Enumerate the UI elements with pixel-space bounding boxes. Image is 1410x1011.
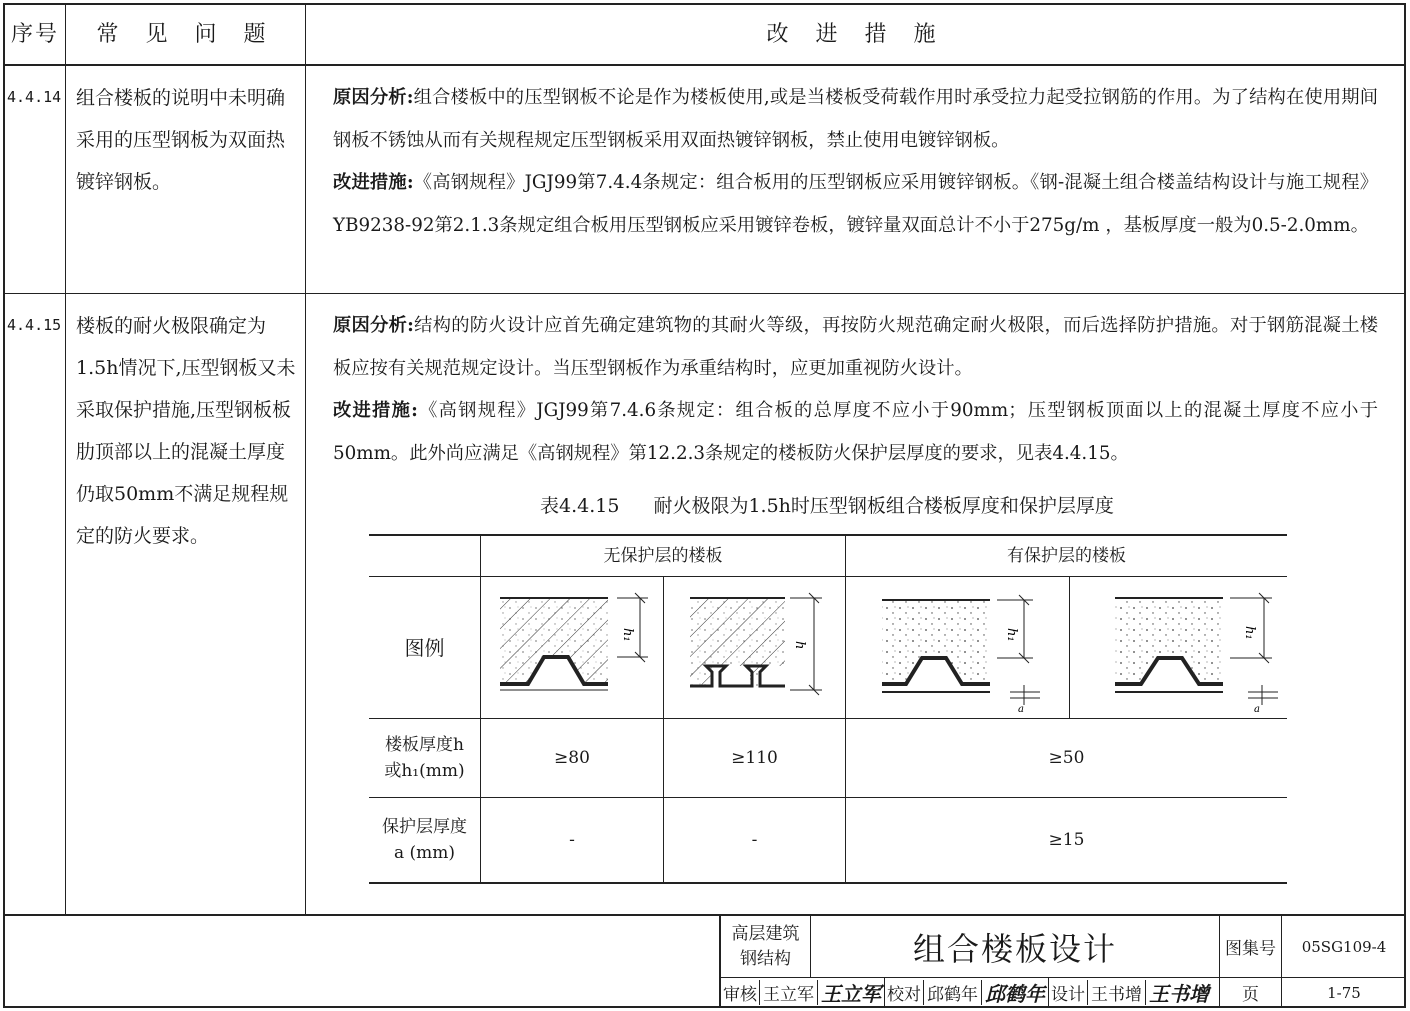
cover-unprotected-2: - <box>751 830 758 850</box>
measure-label: 改进措施: <box>333 400 418 421</box>
reason-text: 结构的防火设计应首先确定建筑物的其耐火等级，再按防火规范确定耐火极限，而后选择防护措施。对于钢筋混凝土楼板应按有关规范规定设计。当压型钢板作为承重结构时，应更加重视防火设计。 <box>333 315 1379 379</box>
table-group-unprotected: 无保护层的楼板 <box>603 546 723 566</box>
header-col-no: 序号 <box>10 21 59 47</box>
reason-text: 组合楼板中的压型钢板不论是作为楼板使用,或是当楼板受荷载作用时承受拉力起受拉钢筋的作用。为了结构在使用期间钢板不锈蚀从而有关规程规定压型钢板采用双面热镀锌钢板，禁止使用电镀锌钢板。 <box>333 87 1378 151</box>
dim-a-label: a <box>1254 704 1260 715</box>
thickness-unprotected-2: ≥110 <box>731 748 778 768</box>
reason-label: 原因分析: <box>333 315 414 336</box>
measure-paragraph <box>333 162 1378 247</box>
header-col-measure: 改 进 措 施 <box>766 21 946 47</box>
footer-title: 组合楼板设计 <box>912 929 1117 968</box>
checker-signature: 邱鹤年 <box>982 978 1049 1007</box>
thickness-label-1: 楼板厚度h <box>385 735 464 755</box>
table-caption <box>540 491 1114 518</box>
page-label: 页 <box>1242 985 1259 1005</box>
cover-label-2: a (mm) <box>393 843 456 863</box>
designer-name: 王书增 <box>1088 980 1146 1005</box>
cover-unprotected-1: - <box>569 830 575 850</box>
thickness-label-2: 或h₁(mm) <box>384 761 465 781</box>
thickness-protected: ≥50 <box>1048 748 1085 768</box>
reviewer-name: 王立军 <box>760 980 818 1005</box>
table-row-thickness <box>369 719 480 797</box>
row-number: 4.4.15 <box>7 316 62 334</box>
problem-text: 组合楼板的说明中未明确采用的压型钢板为双面热镀锌钢板。 <box>76 87 286 193</box>
reason-paragraph <box>333 305 1378 390</box>
atlas-label: 图集号 <box>1225 939 1276 959</box>
measure-paragraph <box>333 390 1378 475</box>
dim-h-label: h <box>792 641 807 650</box>
atlas-number: 05SG109-4 <box>1301 937 1387 956</box>
table-row-cover <box>369 798 480 882</box>
review-label: 审核 <box>721 980 760 1005</box>
checker-name: 邱鹤年 <box>924 980 982 1005</box>
cover-label-1: 保护层厚度 <box>382 817 467 837</box>
measure-label: 改进措施: <box>333 172 414 193</box>
page-number: 1-75 <box>1327 983 1361 1002</box>
measure-text: 《高钢规程》JGJ99第7.4.6条规定：组合板的总厚度不应小于90mm；压型钢板顶面以上的混凝土厚度不应小于50mm。此外尚应满足《高钢规程》第12.2.3条规定的楼板防火保护层厚度的要求，见表4.4.15。 <box>333 400 1378 464</box>
problem-text: 楼板的耐火极限确定为1.5h情况下,压型钢板又未采取保护措施,压型钢板板肋顶部以上的混凝土厚度仍取50mm不满足规程规定的防火要求。 <box>76 315 296 547</box>
reason-paragraph <box>333 77 1378 162</box>
reviewer-signature: 王立军 <box>818 978 885 1007</box>
table-group-protected: 有保护层的楼板 <box>1007 546 1126 566</box>
dim-h1-label: h₁ <box>620 628 635 642</box>
sign-off-row <box>721 978 1219 1007</box>
dim-h1-label: h₁ <box>1004 628 1019 642</box>
check-label: 校对 <box>885 980 924 1005</box>
dim-a-label: a <box>1018 704 1024 715</box>
footer-category: 高层建筑钢结构 <box>731 923 800 969</box>
header-col-problem: 常 见 问 题 <box>96 21 276 47</box>
dim-h1-label: h₁ <box>1242 626 1257 640</box>
design-label: 设计 <box>1049 980 1088 1005</box>
reason-label: 原因分析: <box>333 87 414 108</box>
table-row-legend: 图例 <box>404 635 445 660</box>
table-caption-title: 耐火极限为1.5h时压型钢板组合楼板厚度和保护层厚度 <box>653 495 1114 517</box>
thickness-unprotected-1: ≥80 <box>554 748 590 768</box>
row-number: 4.4.14 <box>7 88 62 106</box>
table-caption-number: 表4.4.15 <box>540 495 620 517</box>
cover-protected: ≥15 <box>1048 830 1085 850</box>
designer-signature: 王书增 <box>1149 982 1209 1006</box>
measure-text: 《高钢规程》JGJ99第7.4.4条规定：组合板用的压型钢板应采用镀锌钢板。《钢-混凝土组合楼盖结构设计与施工规程》YB9238-92第2.1.3条规定组合板用压型钢板应采用镀锌卷板，镀锌量双面总计不小于275g/m ，基板厚度一般为0.5-2.0mm。 <box>333 172 1378 236</box>
